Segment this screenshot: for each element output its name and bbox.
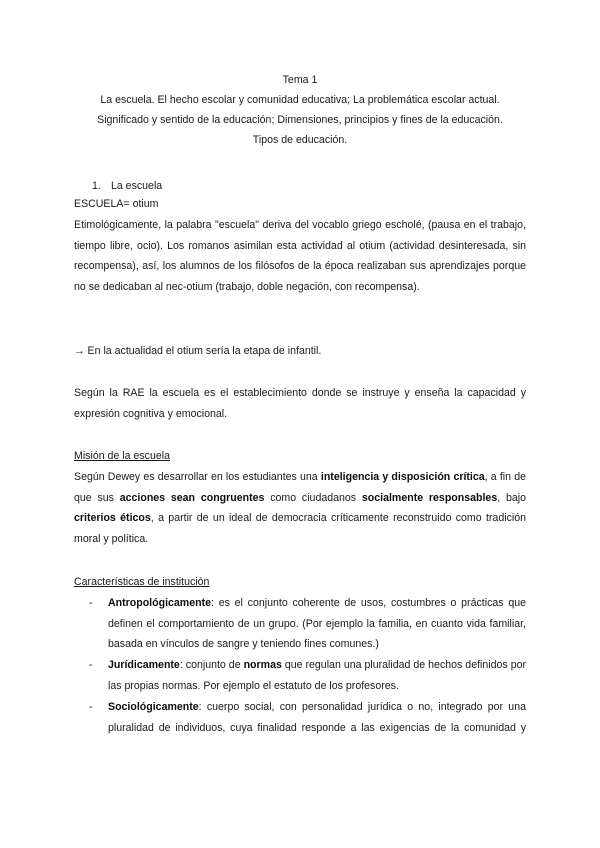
mision-bold-1: inteligencia y disposición crítica [320, 471, 485, 483]
title-block [60, 70, 540, 150]
list-item [89, 697, 526, 738]
section-1-heading [92, 176, 162, 196]
caracteristicas-heading [74, 572, 526, 593]
arrow-note: → En la actualidad el otium sería la etapa de infantil. [74, 345, 322, 357]
list-item-term: Jurídicamente [108, 659, 180, 671]
mision-text-2: , a fin de que sus [74, 471, 527, 504]
definition-line: ESCUELA= otium [74, 198, 159, 210]
list-item-text: : cuerpo social, con personalidad jurídica o no, integrado por una pluralidad de individuos, cuya finalidad responde a las exigencias de la comunidad y [108, 701, 526, 734]
title-line-3: Significado y sentido de la educación; Dimensiones, principios y fines de la educación. [97, 114, 503, 126]
list-item-bold: normas [243, 659, 282, 671]
list-item-text-b: que regulan una pluralidad de hechos definidos por las propias normas. Por ejemplo el estatuto de los profesores. [108, 659, 527, 692]
title-line-2: La escuela. El hecho escolar y comunidad educativa; La problemática escolar actual. [100, 94, 500, 106]
section-number: 1. [92, 180, 101, 192]
etymology-paragraph: Etimológicamente, la palabra "escuela" deriva del vocablo griego escholé, (pausa en el trabajo, tiempo libre, ocio). Los romanos asimilan esta actividad al otium (actividad desinteresada, sin recompensa), así, los alumnos de los filósofos de la época realizaban sus aprendizajes porque no se dedicaban al nec-otium (trabajo, doble negación, con recompensa). [74, 219, 526, 294]
list-item-term: Sociológicamente [108, 701, 199, 713]
rae-paragraph: Según la RAE la escuela es el establecimiento donde se instruye y enseña la capacidad y expresión cognitiva y emocional. [74, 387, 526, 420]
list-item [89, 593, 526, 655]
list-item-text: : conjunto de [179, 659, 244, 671]
title-line-4: Tipos de educación. [252, 134, 348, 146]
mision-bold-2: acciones sean congruentes [119, 491, 265, 504]
mision-text-3: como ciudadanos [264, 491, 362, 504]
list-item [89, 655, 526, 696]
doc-title: Tema 1 [282, 74, 318, 86]
mision-bold-4: criterios éticos [74, 512, 151, 525]
caracteristicas-heading-text: Características de institución [74, 576, 210, 588]
mision-paragraph [74, 467, 526, 550]
mision-heading [74, 446, 526, 467]
mision-heading-text: Misión de la escuela [74, 450, 170, 462]
mision-text-1: Según Dewey es desarrollar en los estudiantes una [74, 471, 321, 483]
bullet-dash: - [89, 701, 93, 713]
mision-text-4: , bajo [497, 491, 526, 504]
list-item-term: Antropológicamente [108, 597, 211, 609]
mision-bold-3: socialmente responsables [361, 491, 498, 504]
mision-text-5: , a partir de un ideal de democracia críticamente reconstruido como tradición moral y política. [74, 512, 527, 546]
list-item-text: : es el conjunto coherente de usos, costumbres o prácticas que definen el comportamiento de un grupo. (Por ejemplo la familia, en cuanto vida familiar, basada en vínculos de sangre y teniendo fines comunes.) [108, 597, 526, 651]
section-title: La escuela [110, 180, 163, 192]
bullet-dash: - [89, 597, 93, 609]
bullet-dash: - [89, 659, 93, 671]
